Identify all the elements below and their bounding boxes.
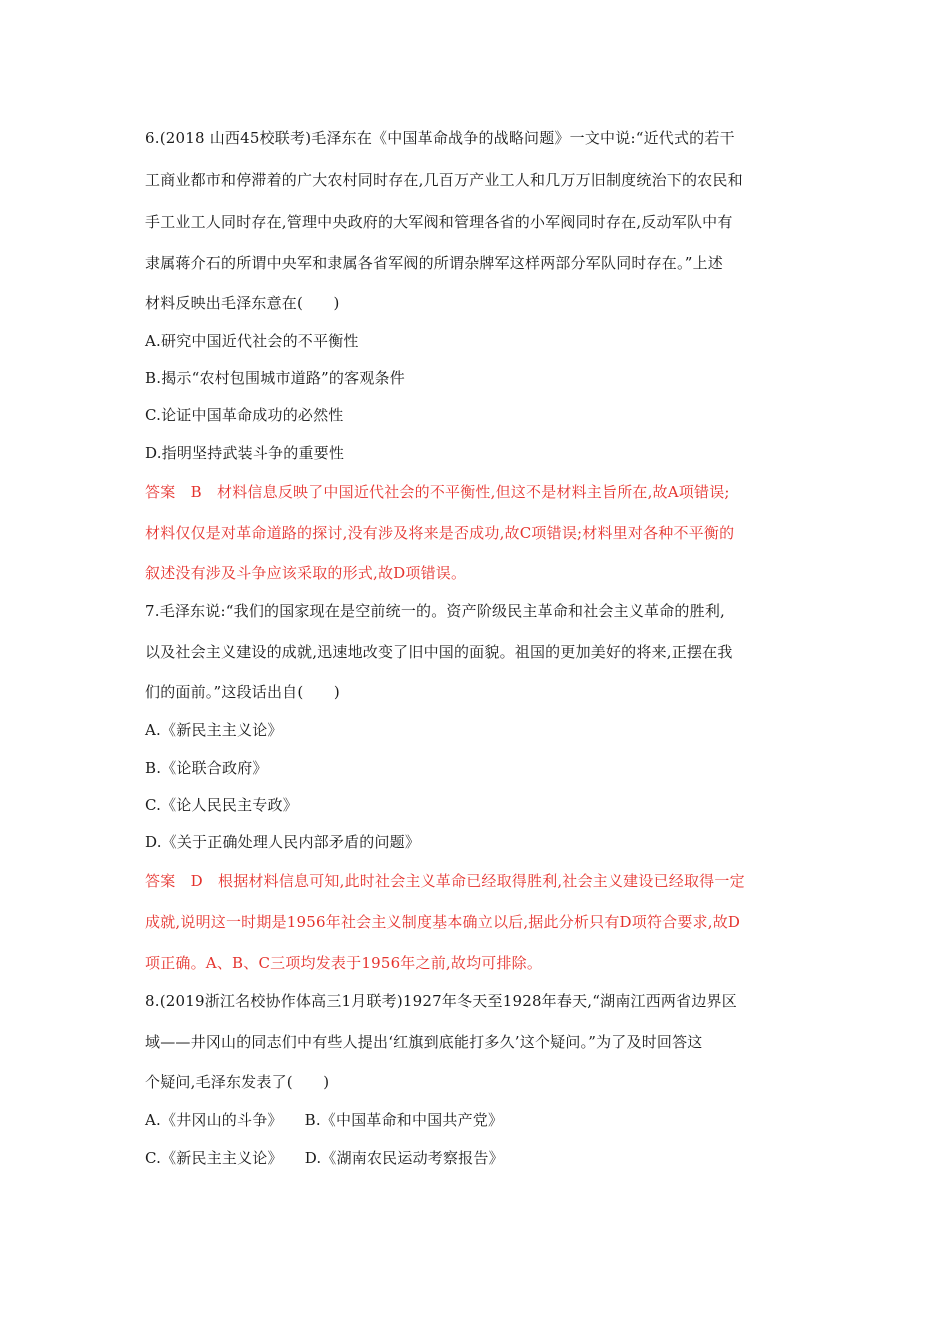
question-8-options-row-2	[145, 1148, 810, 1168]
question-6-stem-line-2: 工商业都市和停滞着的广大农村同时存在,几百万产业工人和几万万旧制度统治下的农民和	[145, 171, 743, 189]
question-7-answer-line-1: 答案 D 根据材料信息可知,此时社会主义革命已经取得胜利,社会主义建设已经取得一定	[145, 872, 745, 890]
question-8-option-d: D.《湖南农民运动考察报告》	[304, 1149, 504, 1167]
question-7-option-b: B.《论联合政府》	[145, 759, 268, 777]
question-6-answer-line-3: 叙述没有涉及斗争应该采取的形式,故D项错误。	[145, 564, 467, 582]
question-6-answer-line-1: 答案 B 材料信息反映了中国近代社会的不平衡性,但这不是材料主旨所在,故A项错误;	[145, 483, 730, 501]
question-8-stem-line-1: 8.(2019浙江名校协作体高三1月联考)1927年冬天至1928年春天,“湖南江西两省边界区	[145, 992, 737, 1010]
question-7-stem-line-1: 7.毛泽东说:“我们的国家现在是空前统一的。资产阶级民主革命和社会主义革命的胜利,	[145, 602, 726, 620]
question-7-stem-line-3: 们的面前。”这段话出自( )	[145, 683, 340, 701]
question-8-option-a: A.《井冈山的斗争》	[145, 1111, 283, 1129]
question-6-option-b: B.揭示“农村包围城市道路”的客观条件	[145, 369, 405, 387]
question-6-option-a: A.研究中国近代社会的不平衡性	[145, 332, 359, 350]
question-7-option-c: C.《论人民民主专政》	[145, 796, 298, 814]
question-6-stem-line-3: 手工业工人同时存在,管理中央政府的大军阀和管理各省的小军阀同时存在,反动军队中有	[145, 213, 733, 231]
question-6-stem-line-1: 6.(2018 山西45校联考)毛泽东在《中国革命战争的战略问题》一文中说:“近代式的若干	[145, 129, 735, 147]
question-8-stem-line-3: 个疑问,毛泽东发表了( )	[145, 1073, 330, 1091]
question-6-stem-line-4: 隶属蒋介石的所谓中央军和隶属各省军阀的所谓杂牌军这样两部分军队同时存在。”上述	[145, 254, 723, 272]
question-6-option-c: C.论证中国革命成功的必然性	[145, 406, 344, 424]
question-7-option-a: A.《新民主主义论》	[145, 721, 283, 739]
question-8-stem-line-2: 域——井冈山的同志们中有些人提出‘红旗到底能打多久’这个疑问。”为了及时回答这	[145, 1033, 703, 1051]
question-7-stem-line-2: 以及社会主义建设的成就,迅速地改变了旧中国的面貌。祖国的更加美好的将来,正摆在我	[145, 643, 733, 661]
question-8-options-row-1	[145, 1110, 810, 1130]
question-8-option-c: C.《新民主主义论》	[145, 1149, 283, 1167]
question-8-option-b: B.《中国革命和中国共产党》	[304, 1111, 504, 1129]
question-7-option-d: D.《关于正确处理人民内部矛盾的问题》	[145, 833, 421, 851]
question-6-answer-line-2: 材料仅仅是对革命道路的探讨,没有涉及将来是否成功,故C项错误;材料里对各种不平衡的	[145, 524, 735, 542]
question-6-stem-line-5: 材料反映出毛泽东意在( )	[145, 294, 340, 312]
question-6-option-d: D.指明坚持武装斗争的重要性	[145, 444, 345, 462]
question-7-answer-line-2: 成就,说明这一时期是1956年社会主义制度基本确立以后,据此分析只有D项符合要求,故D	[145, 913, 741, 931]
question-7-answer-line-3: 项正确。A、B、C三项均发表于1956年之前,故均可排除。	[145, 954, 543, 972]
